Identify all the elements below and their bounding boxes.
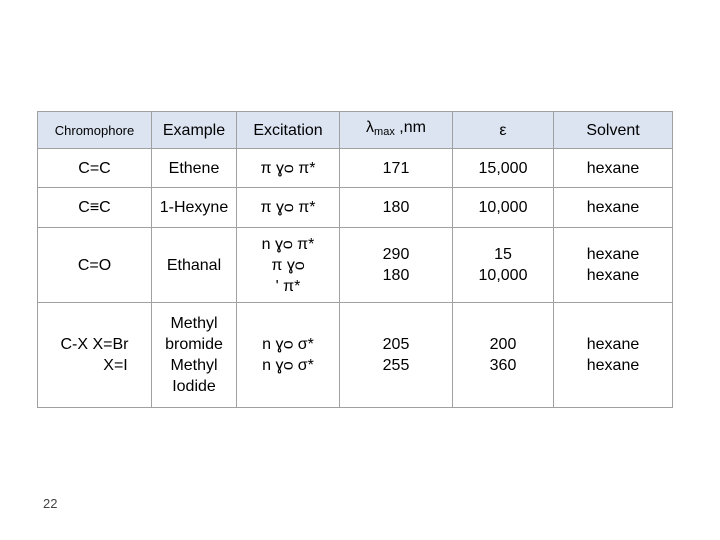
epsilon-cell: 10,000	[453, 188, 554, 228]
table-row	[38, 303, 673, 408]
slide-number: 22	[43, 496, 58, 511]
chromophore-cell: C-X X=Br X=I	[38, 303, 152, 408]
lambda-cell: 205 255	[340, 303, 453, 408]
excitation-cell: n ɣᴑ σ* n ɣᴑ σ*	[237, 303, 340, 408]
header-lambda-max	[340, 112, 453, 149]
solvent-cell: hexane	[554, 188, 673, 228]
table-row	[38, 149, 673, 188]
example-cell: Ethanal	[152, 228, 237, 303]
lambda-cell: 180	[340, 188, 453, 228]
solvent-cell: hexane hexane	[554, 303, 673, 408]
chromophore-cell: C=O	[38, 228, 152, 303]
epsilon-cell: 200 360	[453, 303, 554, 408]
header-excitation: Excitation	[237, 112, 340, 149]
header-solvent: Solvent	[554, 112, 673, 149]
header-chromophore: Chromophore	[38, 112, 152, 149]
header-example: Example	[152, 112, 237, 149]
excitation-cell: π ɣᴑ π*	[237, 149, 340, 188]
example-cell: Methyl bromide Methyl Iodide	[152, 303, 237, 408]
header-epsilon: ε	[453, 112, 554, 149]
solvent-cell: hexane	[554, 149, 673, 188]
lambda-cell: 290 180	[340, 228, 453, 303]
epsilon-cell: 15 10,000	[453, 228, 554, 303]
epsilon-cell: 15,000	[453, 149, 554, 188]
chromophore-cell: C=C	[38, 149, 152, 188]
example-cell: 1-Hexyne	[152, 188, 237, 228]
table-row	[38, 188, 673, 228]
excitation-cell: π ɣᴑ π*	[237, 188, 340, 228]
table-row	[38, 228, 673, 303]
lambda-subscript: max	[374, 126, 395, 138]
lambda-cell: 171	[340, 149, 453, 188]
lambda-symbol: λ	[366, 119, 375, 136]
lambda-unit: ,nm	[394, 119, 426, 136]
solvent-cell: hexane hexane	[554, 228, 673, 303]
chromophore-cell: C≡C	[38, 188, 152, 228]
chromophore-table	[37, 111, 673, 408]
example-cell: Ethene	[152, 149, 237, 188]
header-row	[38, 112, 673, 149]
excitation-cell: n ɣᴑ π* π ɣᴑ ' π*	[237, 228, 340, 303]
